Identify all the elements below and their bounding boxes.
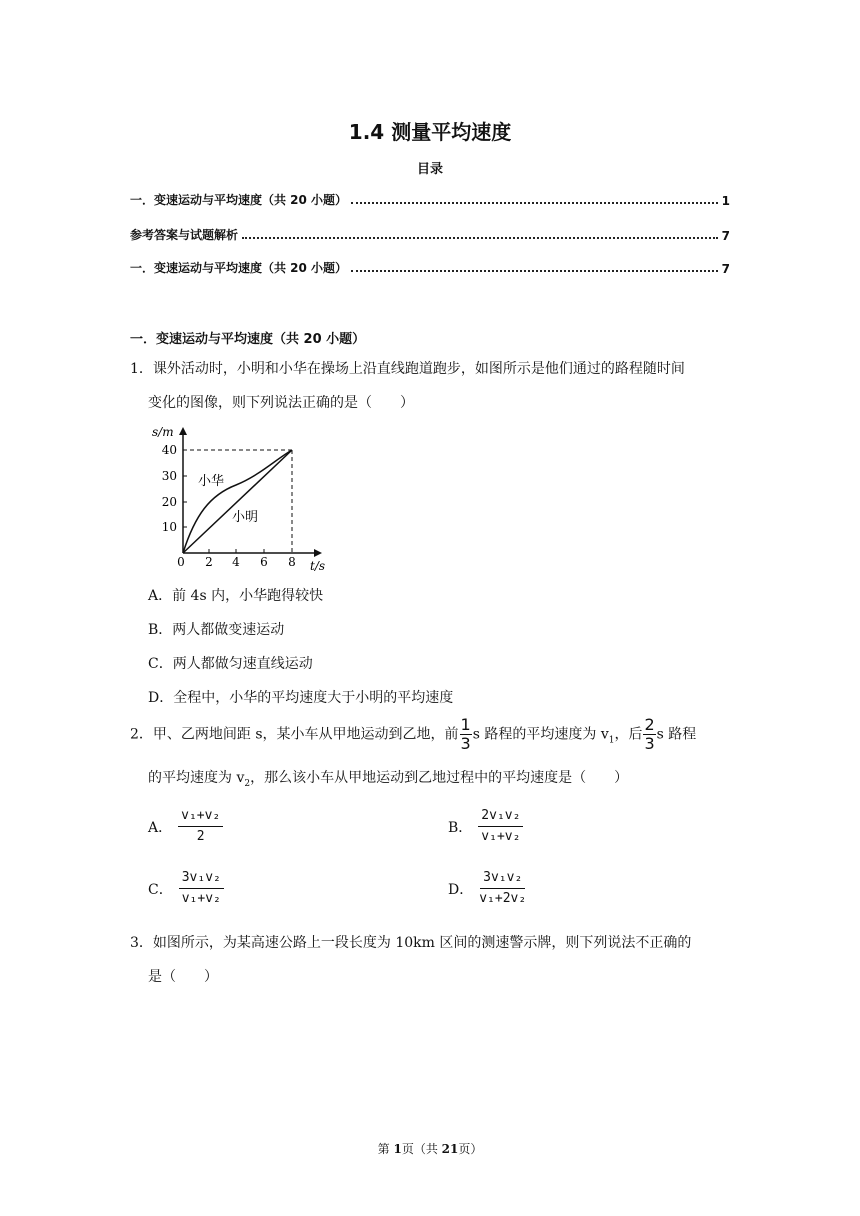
option-formula (478, 806, 523, 847)
x-tick-label: 8 (288, 555, 296, 569)
y-tick-label: 40 (161, 443, 177, 457)
question-2-text: s 路程的平均速度为 v (472, 726, 609, 743)
question-1-option-d[interactable]: D．全程中，小华的平均速度大于小明的平均速度 (148, 690, 454, 706)
y-tick-label: 20 (161, 495, 177, 509)
x-tick-label: 2 (205, 555, 213, 569)
toc-entry-label: 参考答案与试题解析 (130, 228, 239, 242)
question-2-option-a[interactable] (148, 806, 223, 847)
question-1-line2: 变化的图像，则下列说法正确的是（ ） (148, 395, 414, 411)
question-2-line1 (130, 716, 730, 757)
distance-time-graph (150, 420, 330, 576)
fraction-two-thirds (643, 716, 655, 753)
formula-numerator: 3v₁v₂ (179, 868, 224, 889)
question-3-stem (130, 926, 730, 994)
toc-leader (351, 270, 718, 272)
question-1-option-a[interactable]: A．前 4s 内，小华跑得较快 (148, 588, 324, 604)
toc-entry-label: 一．变速运动与平均速度（共 20 小题） (130, 193, 348, 207)
question-2-text: ，那么该小车从甲地运动到乙地过程中的平均速度是（ ） (250, 770, 629, 787)
y-axis-label: s/m (152, 425, 174, 439)
toc-entry[interactable] (130, 190, 730, 208)
y-axis-arrow-icon (179, 427, 187, 435)
y-tick-label: 10 (161, 520, 177, 534)
question-2-text: ，后 (614, 726, 643, 743)
page-footer (0, 1140, 860, 1157)
page-title: 1.4 测量平均速度 (348, 120, 512, 144)
question-2-stem (130, 716, 730, 801)
formula-numerator: 2v₁v₂ (478, 806, 523, 827)
footer-text: 第 (377, 1142, 394, 1156)
fraction-numerator: 1 (460, 715, 471, 734)
x-axis-arrow-icon (314, 549, 322, 557)
question-2-line2 (130, 761, 730, 801)
fraction-numerator: 2 (644, 715, 655, 734)
formula-numerator: v₁+v₂ (178, 806, 223, 827)
option-letter: D． (448, 881, 474, 898)
question-1-option-c[interactable]: C．两人都做匀速直线运动 (148, 656, 313, 672)
formula-numerator: 3v₁v₂ (480, 868, 525, 889)
question-2-option-b[interactable] (448, 806, 523, 847)
question-2-text: 的平均速度为 v (148, 770, 245, 787)
option-letter: B． (448, 819, 473, 836)
subscript: 1 (608, 735, 615, 746)
question-2-option-d[interactable] (448, 868, 526, 909)
option-letter: C． (148, 881, 173, 898)
question-1-option-b[interactable]: B．两人都做变速运动 (148, 622, 285, 638)
x-tick-label: 0 (177, 555, 185, 569)
toc-leader (351, 202, 718, 204)
question-3-line1: 3．如图所示，为某高速公路上一段长度为 10km 区间的测速警示牌，则下列说法不正确的 (130, 935, 692, 951)
formula-denominator: v₁+v₂ (481, 829, 521, 844)
option-formula (179, 868, 224, 909)
question-2-text: 2．甲、乙两地间距 s，某小车从甲地运动到乙地，前 (130, 726, 459, 743)
toc-entry-page: 7 (721, 229, 730, 243)
question-1-line1: 1．课外活动时，小明和小华在操场上沿直线跑道跑步，如图所示是他们通过的路程随时间 (130, 361, 685, 377)
x-tick-label: 6 (260, 555, 268, 569)
option-letter: A． (148, 819, 173, 836)
formula-denominator: 2 (196, 829, 205, 844)
footer-text: 页（共 (401, 1142, 442, 1156)
series-label-xiaoming: 小明 (232, 510, 259, 525)
toc-entry-page: 7 (721, 262, 730, 276)
toc-entry-label: 一．变速运动与平均速度（共 20 小题） (130, 261, 348, 275)
series-label-xiaohua: 小华 (198, 474, 225, 489)
question-2-text: s 路程 (656, 726, 697, 743)
subscript: 2 (244, 779, 251, 790)
footer-total-pages: 21 (441, 1142, 459, 1156)
fraction-one-third (460, 716, 472, 753)
option-formula (178, 806, 223, 847)
question-1-stem (130, 352, 730, 420)
toc-leader (242, 237, 718, 239)
formula-denominator: v₁+v₂ (181, 891, 221, 906)
section-heading: 一．变速运动与平均速度（共 20 小题） (130, 332, 366, 347)
formula-denominator: v₁+2v₂ (479, 891, 527, 906)
footer-text: 页） (458, 1142, 483, 1156)
fraction-denominator: 3 (460, 734, 471, 753)
option-formula (479, 868, 526, 909)
y-tick-label: 30 (161, 469, 177, 483)
toc-entry[interactable] (130, 258, 730, 276)
x-axis-label: t/s (310, 559, 326, 573)
footer-page-number: 1 (393, 1142, 402, 1156)
question-2-option-c[interactable] (148, 868, 224, 909)
line-xiaoming (183, 450, 292, 553)
x-tick-label: 4 (232, 555, 240, 569)
fraction-denominator: 3 (644, 734, 655, 753)
question-3-line2: 是（ ） (148, 969, 218, 985)
toc-entry[interactable] (130, 225, 730, 243)
toc-entry-page: 1 (721, 194, 730, 208)
toc-heading: 目录 (416, 162, 443, 177)
